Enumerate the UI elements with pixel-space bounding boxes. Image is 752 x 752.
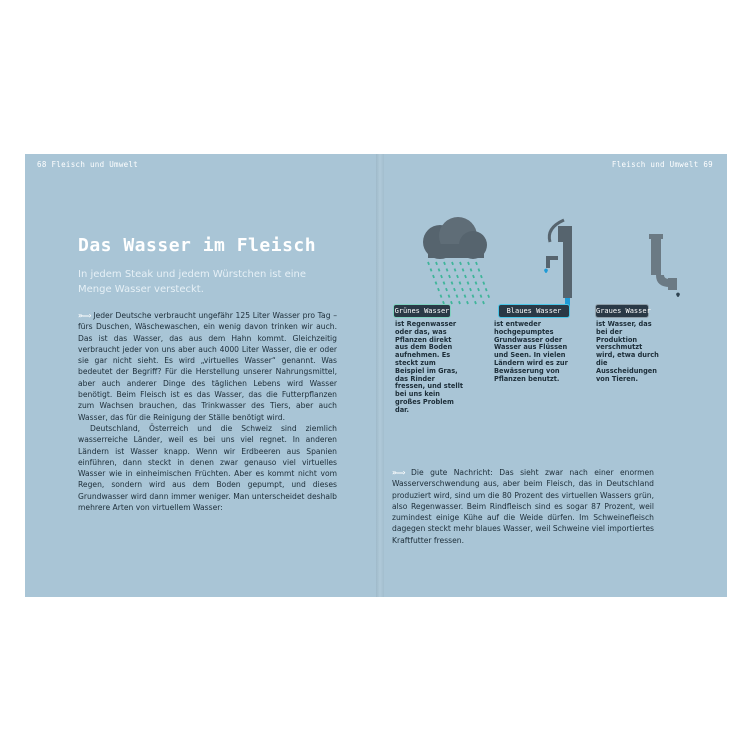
water-pump-icon — [544, 220, 572, 310]
running-head-left: 68 Fleisch und Umwelt — [37, 160, 139, 169]
graues-wasser-label: Graues Wasser — [595, 304, 649, 318]
arrow-icon: »—› — [78, 311, 91, 320]
blaues-wasser-description: ist entweder hochgepumptes Grundwasser oder Wasser aus Flüssen und Seen. In vielen Ländern wird es zur Bewässerung von Pflanzen benutzt. — [494, 320, 568, 383]
arrow-icon: »—› — [392, 468, 405, 477]
lead-text: In jedem Steak und jedem Würstchen ist eine Menge Wasser versteckt. — [78, 269, 307, 295]
paragraph: Deutschland, Österreich und die Schweiz sind ziemlich wasserreiche Länder, weil es bei uns viel regnet. In anderen Ländern ist Wasser knapp. Wenn wir Erdbeeren aus Spanien einführen, dann steckt in denen zwar genauso viel virtuelles Wasser wie in einheimischen Früchten. Aber es kommt nicht vom Regen, sondern wird aus dem Boden gepumpt, und dieses Grundwasser wird dann immer weniger. Man unterscheidet deshalb mehrere Arten von virtuellem Wasser: — [78, 423, 337, 513]
gruenes-wasser-label: Grünes Wasser — [393, 304, 451, 318]
running-head-right: Fleisch und Umwelt 69 — [611, 160, 713, 169]
body-column-left — [78, 310, 337, 513]
body-column-right — [392, 467, 654, 546]
rain-cloud-icon — [423, 217, 490, 304]
gruenes-wasser-description: ist Regenwasser oder das, was Pflanzen direkt aus dem Boden aufnehmen. Es steckt zum Beispiel im Gras, das Rinder fressen, und stellt bei uns kein großes Problem dar. — [395, 320, 464, 414]
paragraph — [392, 467, 654, 546]
book-gutter — [376, 154, 384, 597]
page-title: Das Wasser im Fleisch — [78, 235, 317, 256]
drain-pipe-icon — [649, 234, 680, 297]
blaues-wasser-label: Blaues Wasser — [498, 304, 570, 318]
paragraph-text: Die gute Nachricht: Das sieht zwar nach einer enormen Wasserverschwendung aus, aber beim Fleisch, das in Deutschland produziert wird, sind um die 80 Prozent des virtuellen Wassers grün, also Regenwasser. Beim Rindfleisch sind es sogar 87 Prozent, weil zumindest einige Kühe auf die Weide dürfen. Im Schweinefleisch dagegen steckt mehr blaues Wasser, weil Schweine viel importiertes Kraftfutter fressen. — [392, 468, 654, 545]
paragraph-text: Jeder Deutsche verbraucht ungefähr 125 Liter Wasser pro Tag – fürs Duschen, Wäschewaschen, ein wenig davon trinken wir auch. Das ist das Wasser, das aus dem Hahn kommt. Gleichzeitig verbraucht jeder von uns aber auch 4000 Liter Wasser, die er oder sie gar nicht sieht. Es wird „virtuelles Wasser“ genannt. Was bedeutet der Begriff? Für die Herstellung unserer Nahrungsmittel, aber auch anderer Dinge des täglichen Lebens wird Wasser benötigt. Beim Fleisch ist es das Wasser, das die Futterpflanzen zum Wachsen brauchen, das Trinkwasser des Tiers, aber auch Wasser, das für die Reinigung der Ställe benötigt wird. — [78, 311, 337, 422]
book-spread — [25, 154, 727, 597]
graues-wasser-description: ist Wasser, das bei der Produktion verschmutzt wird, etwa durch die Ausscheidungen von Tieren. — [596, 320, 659, 383]
paragraph — [78, 310, 337, 423]
